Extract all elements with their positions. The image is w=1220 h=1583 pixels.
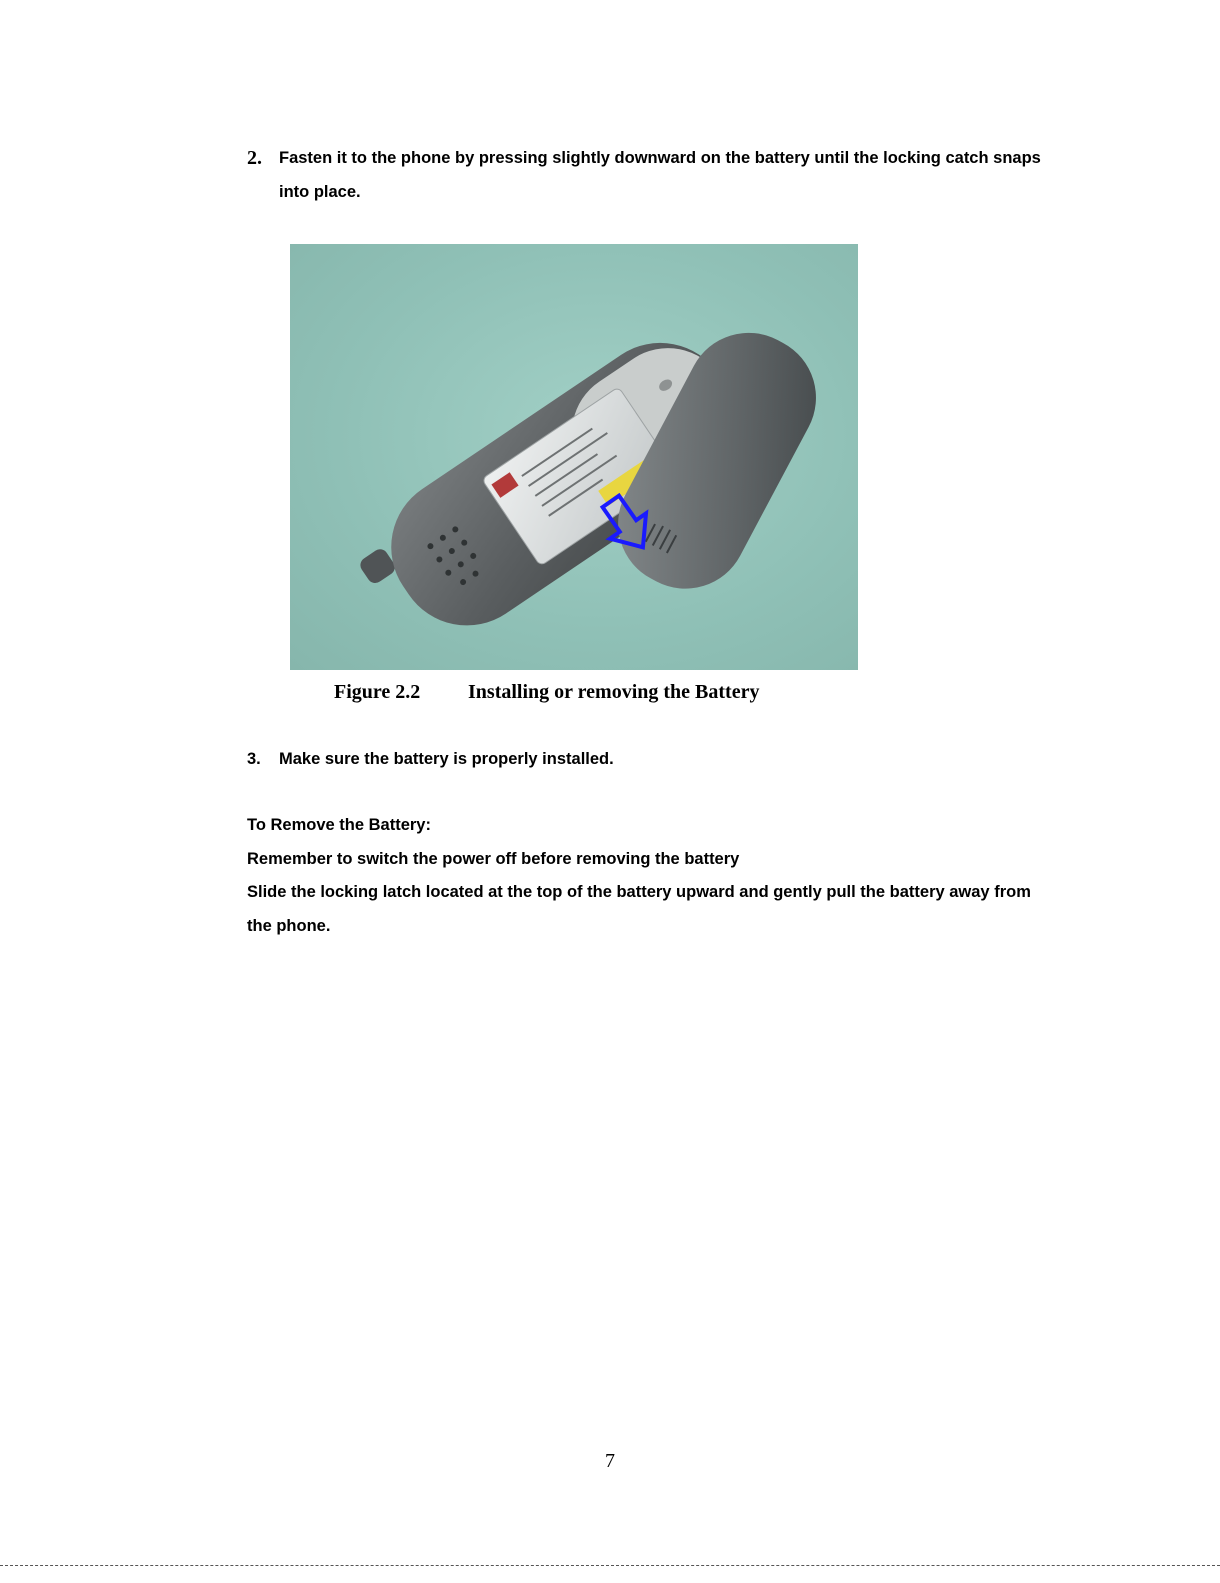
figure-label: Figure 2.2: [334, 681, 421, 703]
page-number: 7: [605, 1450, 615, 1472]
remove-heading: To Remove the Battery:: [247, 816, 431, 834]
step-3: [247, 742, 1047, 776]
figure-caption: [334, 676, 759, 708]
remove-note: Remember to switch the power off before removing the battery: [247, 849, 740, 868]
page-bottom-rule: [0, 1565, 1220, 1566]
step-number: 2.: [247, 147, 262, 169]
battery-installation-photo: [290, 244, 858, 670]
step-text: Make sure the battery is properly installed.: [279, 750, 614, 768]
step-text: Fasten it to the phone by pressing slightly downward on the battery until the locking catch snaps into place.: [279, 149, 1041, 201]
remove-instruction: Slide the locking latch located at the top of the battery upward and gently pull the battery away from the phone.: [247, 883, 1031, 935]
remove-battery-section: [247, 809, 1047, 943]
step-number: 3.: [247, 750, 261, 768]
step-2: [247, 141, 1047, 209]
figure-title: Installing or removing the Battery: [468, 681, 760, 703]
